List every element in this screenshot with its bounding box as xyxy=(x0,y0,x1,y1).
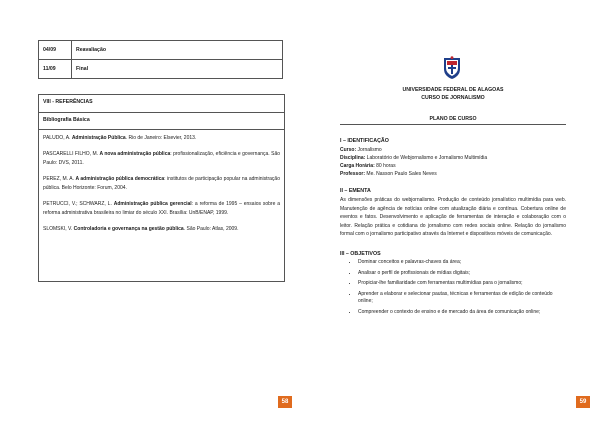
right-page xyxy=(300,0,600,424)
references-box xyxy=(38,94,285,282)
schedule-activity: Final xyxy=(72,60,283,79)
plan-title: PLANO DE CURSO xyxy=(340,116,566,125)
university-name: UNIVERSIDADE FEDERAL DE ALAGOAS xyxy=(402,87,504,93)
schedule-date: 04/09 xyxy=(39,41,72,60)
schedule-row xyxy=(39,60,283,79)
identification-item: Carga Horária: 80 horas xyxy=(340,163,396,169)
references-list xyxy=(39,130,284,281)
reference-item: PETRUCCI, V.; SCHWARZ, L. Administração pública gerencial: a reforma de 1995 – ensaios sobre a reforma administrativa brasileira no limiar do século XXI. Brasília: UnB/ENAP, 1999. xyxy=(43,201,281,216)
objective-item: • Analisar o perfil de profissionais de mídias digitais; xyxy=(358,270,566,278)
schedule-row xyxy=(39,41,283,60)
reference-item: PALUDO, A. Administração Pública. Rio de Janeiro: Elsevier, 2013. xyxy=(43,135,197,141)
identification-item: Curso: Jornalismo xyxy=(340,147,382,153)
objective-item: • Compreender o contexto de ensino e de mercado da área de comunicação online; xyxy=(358,309,566,317)
schedule-activity: Reavaliação xyxy=(72,41,283,60)
schedule-date: 11/09 xyxy=(39,60,72,79)
ementa-header: II – EMENTA xyxy=(340,188,371,194)
objective-item: • Aprender a elaborar e selecionar pautas, técnicas e ferramentas de edição de conteúdo online; xyxy=(358,291,566,306)
references-header: VIII - REFERÊNCIAS xyxy=(39,95,284,113)
identification-item: Professor: Me. Nasson Paulo Sales Neves xyxy=(340,171,437,177)
basic-bibliography-label: Bibliografia Básica xyxy=(39,113,284,130)
course-plan-content xyxy=(340,138,566,320)
ufal-crest-icon xyxy=(442,56,462,80)
identification-header: I – IDENTIFICAÇÃO xyxy=(340,138,389,144)
university-header xyxy=(340,86,566,102)
page-number-right: 59 xyxy=(576,396,590,408)
schedule-table xyxy=(38,40,283,79)
objectives-list xyxy=(340,259,566,317)
reference-item: PASCARELLI FILHO, M. A nova administração pública: profissionalização, eficiência e governança. São Paulo: DVS, 2011. xyxy=(43,151,281,166)
page-number-left: 58 xyxy=(278,396,292,408)
reference-item: PEREZ, M. A. A administração pública democrática: institutos de participação popular na administração pública. Belo Horizonte: Forum, 2004. xyxy=(43,176,280,191)
course-name: CURSO DE JORNALISMO xyxy=(421,95,485,101)
objective-item: • Propiciar-lhe familiaridade com ferramentas multimídias para o jornalismo; xyxy=(358,280,566,288)
reference-item: SLOMSKI, V. Controladoria e governança na gestão pública. São Paulo: Atlas, 2009. xyxy=(43,226,239,232)
objectives-header: III – OBJETIVOS xyxy=(340,250,381,257)
ementa-text: As dimensões práticas do webjornalismo. Produção de conteúdo jornalístico multimídia para web. Manutenção de agência de notícias online com atualização diária e contínua. Cobertura online de eventos e fatos. Desenvolvimento e aplicação de ferramentas de interação e colaboração com o leitor. Relação prática e cotidiana do jornalismo com redes sociais online. Relação do jornalismo formal com o jornalismo participativo através da Internet e dispositivos móveis de comunicação. xyxy=(340,197,566,238)
objective-item: • Dominar conceitos e palavras-chaves da área; xyxy=(358,259,566,267)
identification-item: Disciplina: Laboratório de Webjornalismo e Jornalismo Multimídia xyxy=(340,155,488,161)
